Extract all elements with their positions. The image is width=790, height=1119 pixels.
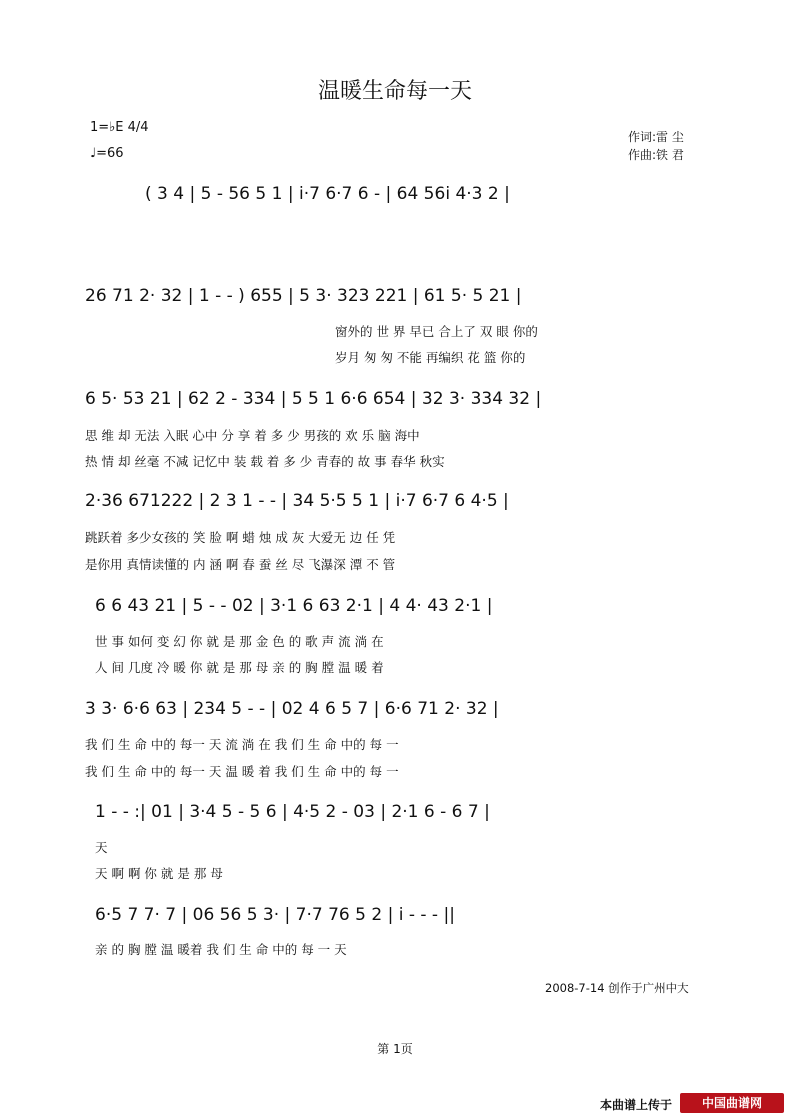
lyricist-credit: 作词:雷 尘 (628, 130, 684, 144)
lyrics-line-5a: 世 事 如何 变 幻 你 就 是 那 金 色 的 歌 声 流 淌 在 (95, 634, 384, 649)
score-line-3: 6 5· 53 21 | 62 2 - 334 | 5 5 1 6·6 654 | 32 3· 334 32 | (85, 389, 542, 409)
lyrics-line-7a: 天 (95, 840, 108, 855)
lyrics-line-2a: 窗外的 世 界 早已 合上了 双 眼 你的 (335, 324, 538, 339)
lyrics-line-3a: 思 维 却 无法 入眠 心中 分 享 着 多 少 男孩的 欢 乐 脑 海中 (85, 428, 420, 443)
score-line-4: 2·36 671222 | 2 3 1 - - | 34 5·5 5 1 | i·7 6·7 6 4·5 | (85, 491, 509, 511)
key-signature: 1=♭E 4/4 (90, 120, 149, 135)
site-logo[interactable]: 中国曲谱网 (680, 1093, 784, 1113)
lyrics-line-4b: 是你用 真情读懂的 内 涵 啊 春 蚕 丝 尽 飞瀑深 潭 不 管 (85, 557, 396, 572)
lyrics-line-4a: 跳跃着 多少女孩的 笑 脸 啊 蜡 烛 成 灰 大爱无 边 任 凭 (85, 530, 396, 545)
score-line-6: 3 3· 6·6 63 | 234 5 - - | 02 4 6 5 7 | 6·6 71 2· 32 | (85, 699, 499, 719)
composer-credit: 作曲:铁 君 (628, 148, 684, 162)
lyrics-line-6a: 我 们 生 命 中的 每一 天 流 淌 在 我 们 生 命 中的 每 一 (85, 737, 399, 752)
score-line-8: 6·5 7 7· 7 | 06 56 5 3· | 7·7 76 5 2 | i - - - || (95, 905, 455, 925)
composition-date-note: 2008-7-14 创作于广州中大 (545, 981, 689, 995)
lyrics-line-6b: 我 们 生 命 中的 每一 天 温 暖 着 我 们 生 命 中的 每 一 (85, 764, 399, 779)
lyrics-line-8a: 亲 的 胸 膛 温 暖着 我 们 生 命 中的 每 一 天 (95, 942, 347, 957)
lyrics-line-2b: 岁月 匆 匆 不能 再编织 花 篮 你的 (335, 350, 526, 365)
score-line-2: 26 71 2· 32 | 1 - - ) 655 | 5 3· 323 221 | 61 5· 5 21 | (85, 286, 522, 306)
score-line-7: 1 - - :| 01 | 3·4 5 - 5 6 | 4·5 2 - 03 | 2·1 6 - 6 7 | (95, 802, 490, 822)
lyrics-line-3b: 热 情 却 丝毫 不减 记忆中 装 载 着 多 少 青春的 故 事 春华 秋实 (85, 454, 445, 469)
score-line-1: ( 3 4 | 5 - 56 5 1 | i·7 6·7 6 - | 64 56i 4·3 2 | (145, 184, 510, 204)
score-line-5: 6 6 43 21 | 5 - - 02 | 3·1 6 63 2·1 | 4 4· 43 2·1 | (95, 596, 493, 616)
upload-note: 本曲谱上传于 (600, 1098, 673, 1112)
page-number: 第 1页 (377, 1042, 413, 1056)
lyrics-line-5b: 人 间 几度 冷 暖 你 就 是 那 母 亲 的 胸 膛 温 暖 着 (95, 660, 384, 675)
tempo-mark: ♩=66 (90, 146, 124, 161)
page-title: 温暖生命每一天 (317, 79, 472, 104)
lyrics-line-7b: 天 啊 啊 你 就 是 那 母 (95, 866, 223, 881)
